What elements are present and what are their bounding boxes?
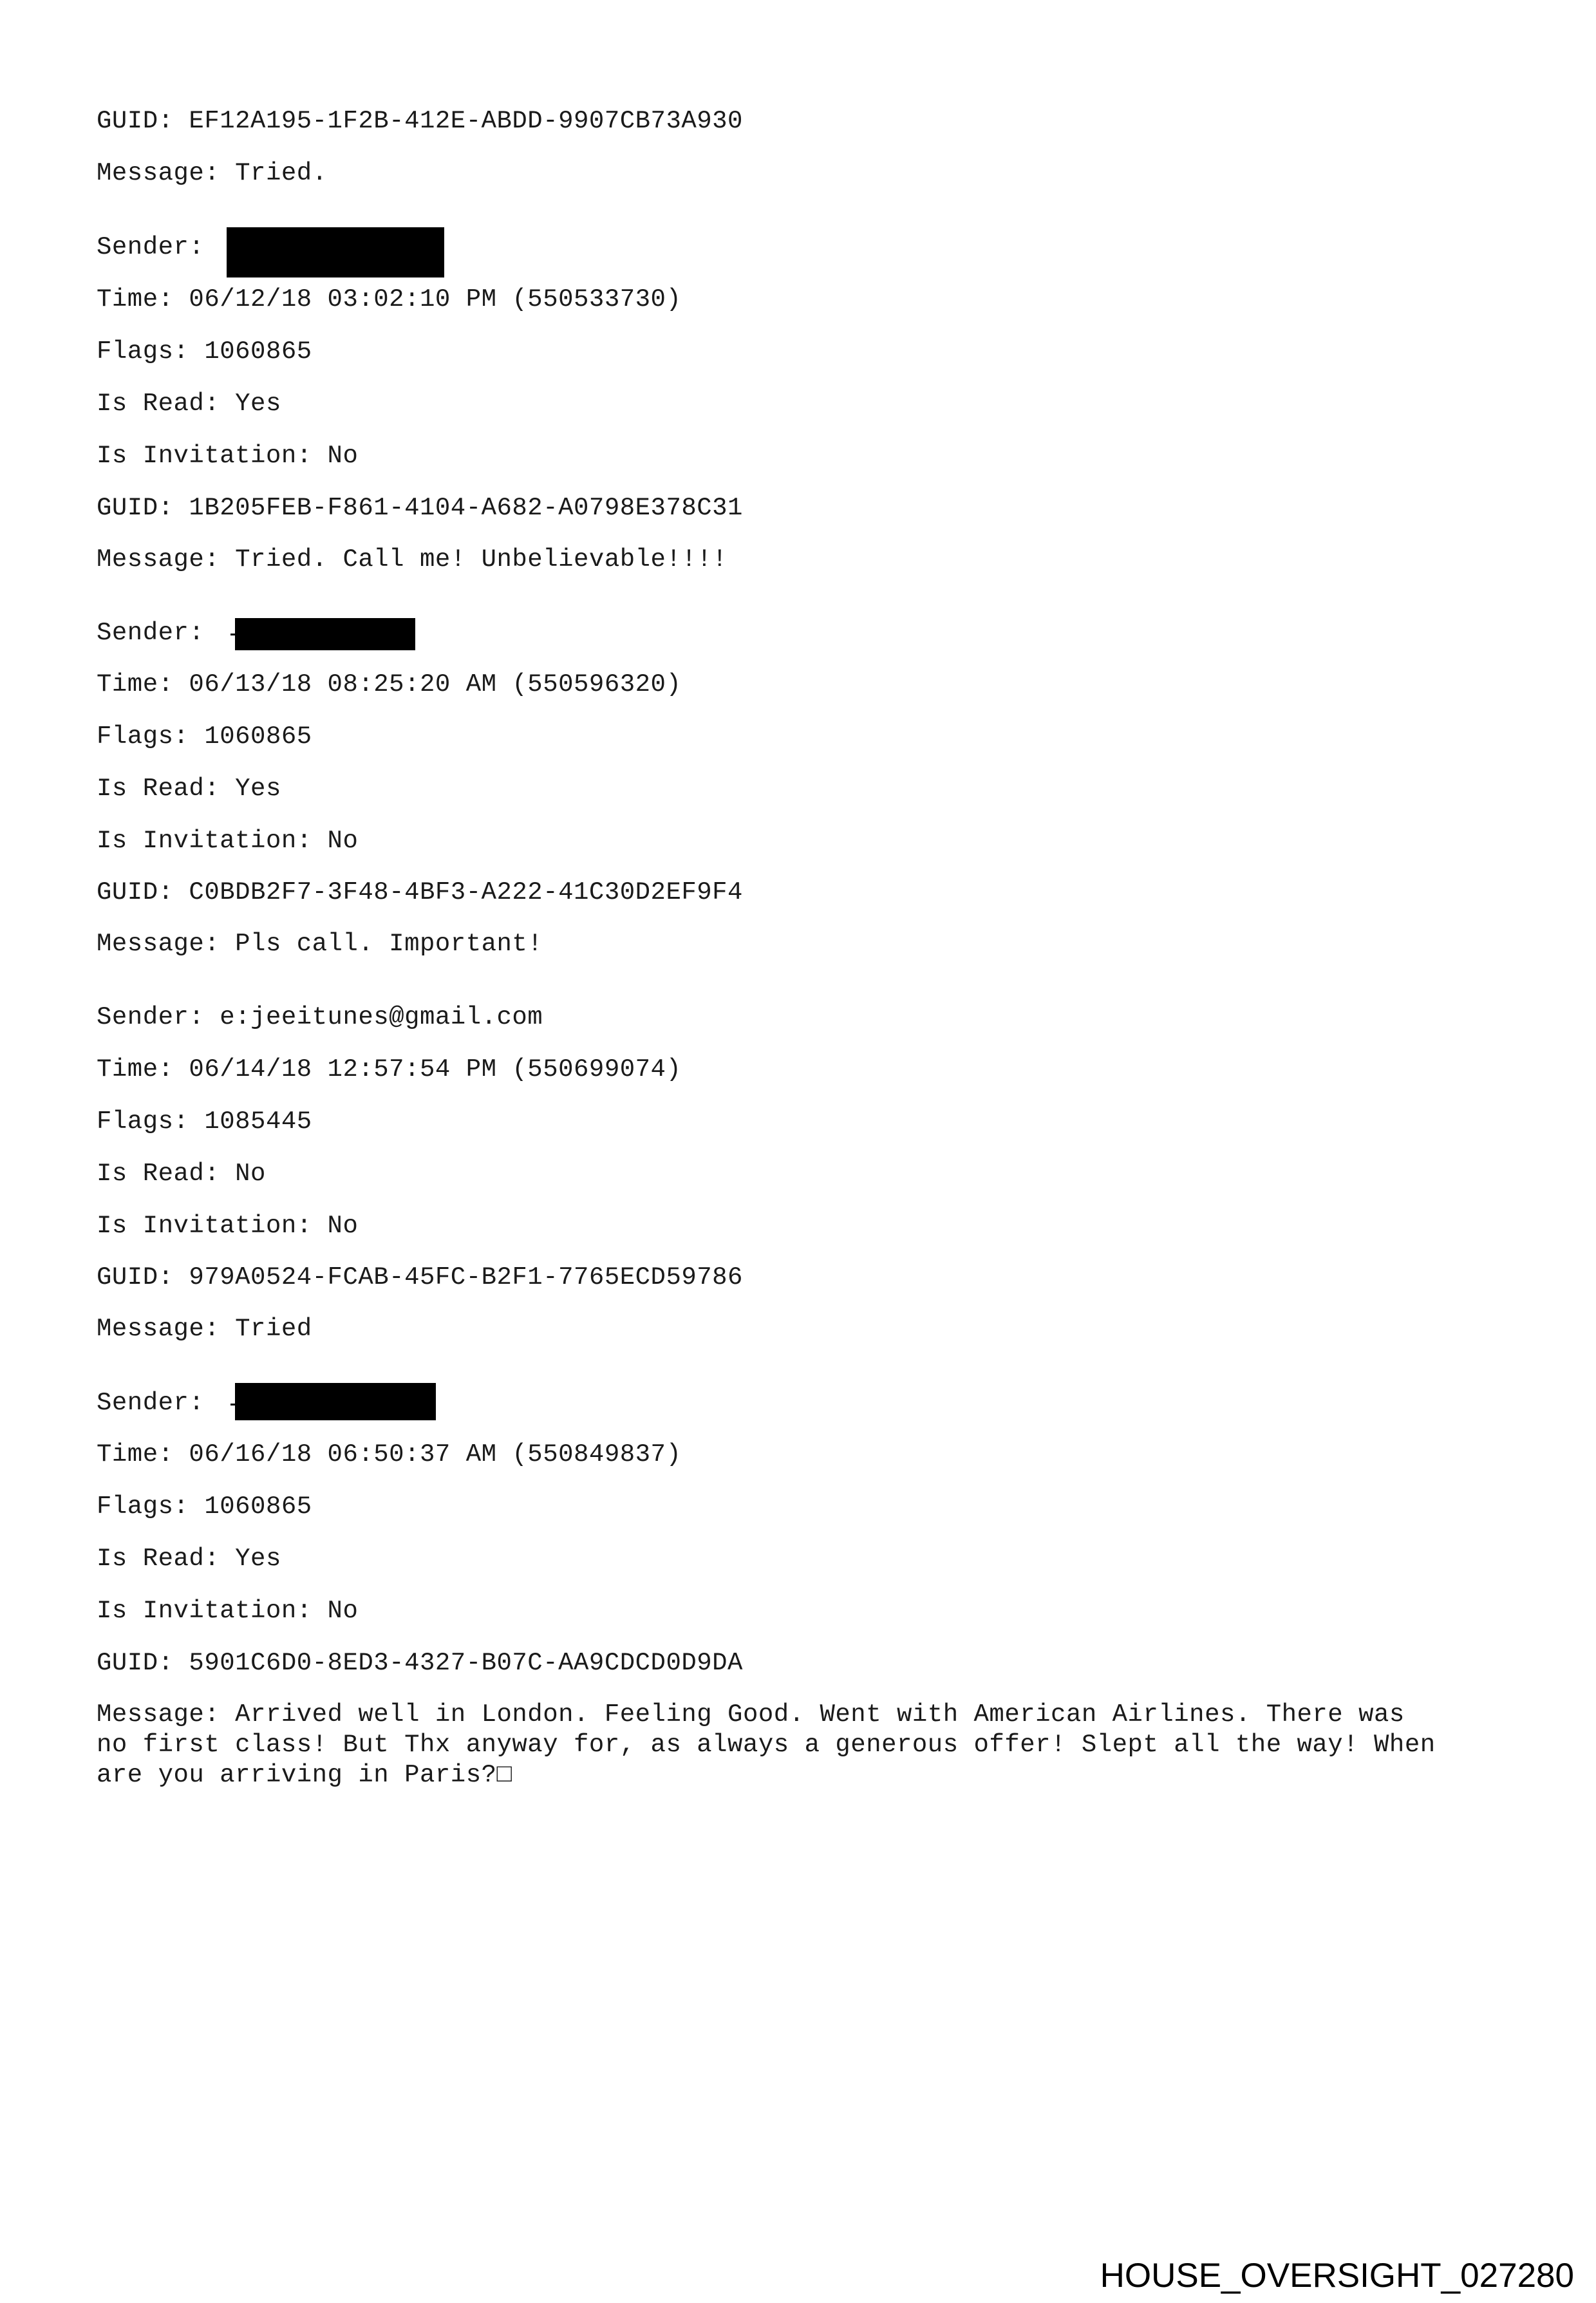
record-message: Message: Pls call. Important!	[97, 930, 543, 958]
record-is-invitation: Is Invitation: No	[97, 1597, 359, 1625]
record-flags: Flags: 1085445	[97, 1107, 312, 1136]
record-sender: Sender:	[97, 1389, 205, 1417]
record-guid: GUID: 5901C6D0-8ED3-4327-B07C-AA9CDCD0D9DA	[97, 1649, 743, 1677]
redaction-box	[235, 1383, 436, 1420]
record-time: Time: 06/16/18 06:50:37 AM (550849837)	[97, 1440, 682, 1469]
record-flags: Flags: 1060865	[97, 337, 312, 366]
bates-number: HOUSE_OVERSIGHT_027280	[1100, 2257, 1574, 2295]
record-guid: GUID: C0BDB2F7-3F48-4BF3-A222-41C30D2EF9F4	[97, 878, 743, 907]
record-sender: Sender:	[97, 233, 205, 261]
record-guid: GUID: EF12A195-1F2B-412E-ABDD-9907CB73A930	[97, 107, 743, 135]
record-sender: Sender: e:jeeitunes@gmail.com	[97, 1003, 543, 1031]
record-time: Time: 06/14/18 12:57:54 PM (550699074)	[97, 1055, 682, 1084]
record-message: Message: Tried	[97, 1315, 312, 1343]
record-message: Message: Arrived well in London. Feeling Good. Went with American Airlines. There was no first class! But Thx anyway for, as always a generous offer! Slept all the way! When are you arriving in Paris?□	[97, 1700, 1436, 1789]
record-message: Message: Tried.	[97, 159, 328, 187]
record-message: Message: Tried. Call me! Unbelievable!!!!	[97, 545, 728, 574]
record-is-read: Is Read: Yes	[97, 775, 281, 803]
record-is-read: Is Read: Yes	[97, 390, 281, 418]
record-is-invitation: Is Invitation: No	[97, 442, 359, 470]
record-is-read: Is Read: Yes	[97, 1545, 281, 1573]
record-time: Time: 06/12/18 03:02:10 PM (550533730)	[97, 285, 682, 314]
record-is-invitation: Is Invitation: No	[97, 827, 359, 855]
record-is-read: Is Read: No	[97, 1160, 266, 1188]
record-sender: Sender:	[97, 619, 205, 647]
record-flags: Flags: 1060865	[97, 722, 312, 751]
redaction-box	[235, 618, 415, 650]
record-is-invitation: Is Invitation: No	[97, 1212, 359, 1240]
record-guid: GUID: 979A0524-FCAB-45FC-B2F1-7765ECD59786	[97, 1263, 743, 1292]
record-guid: GUID: 1B205FEB-F861-4104-A682-A0798E378C31	[97, 494, 743, 522]
record-flags: Flags: 1060865	[97, 1492, 312, 1521]
record-time: Time: 06/13/18 08:25:20 AM (550596320)	[97, 670, 682, 699]
redaction-box	[227, 227, 444, 277]
